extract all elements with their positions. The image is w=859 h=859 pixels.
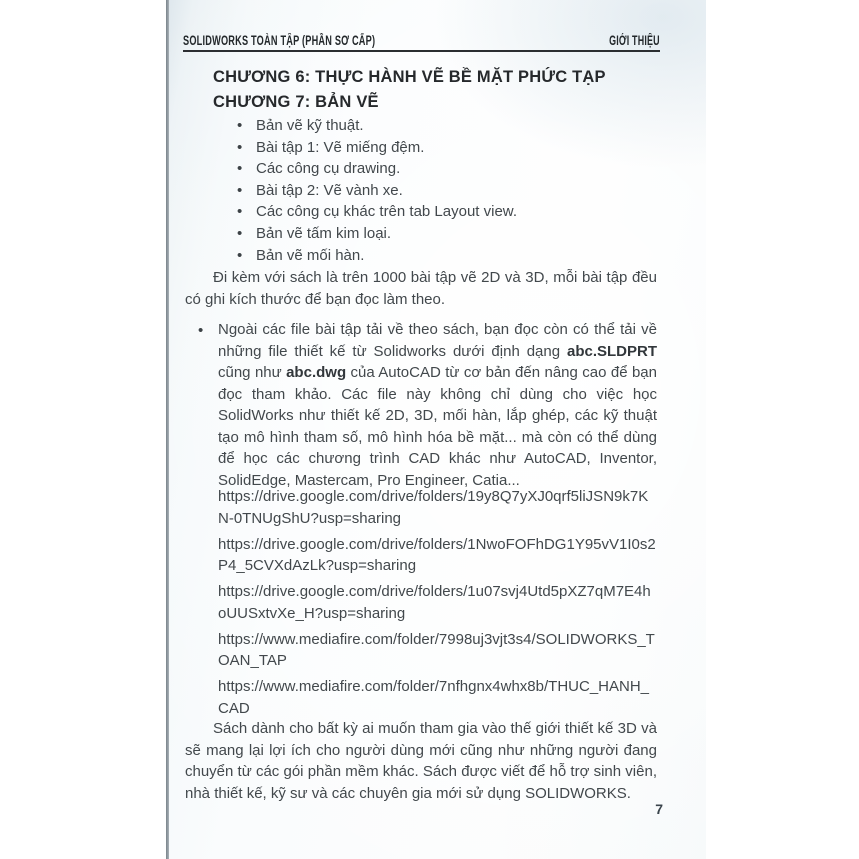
- topic-item-label: Bài tập 1: Vẽ miếng đệm.: [256, 138, 425, 156]
- topic-item-label: Các công cụ drawing.: [256, 160, 401, 178]
- page-content: [183, 0, 663, 859]
- chapter-7-heading: CHƯƠNG 7: BẢN VẼ: [213, 93, 379, 111]
- note-text-mid: cũng như: [218, 364, 287, 381]
- bullet-icon: •: [237, 160, 243, 178]
- bullet-icon: •: [237, 181, 243, 199]
- download-link-url: https://www.mediafire.com/folder/7998uj3vjt3s4/SOLIDWORKS_TOAN_TAP: [218, 630, 655, 669]
- download-link-url: https://www.mediafire.com/folder/7nfhgnx4whx8b/THUC_HANH_CAD: [218, 678, 650, 717]
- download-link-url: https://drive.google.com/drive/folders/1u07svj4Utd5pXZ7qM7E4hoUUSxtvXe_H?usp=sharing: [218, 583, 651, 622]
- topic-item-label: Bản vẽ mối hàn.: [256, 246, 365, 264]
- closing-paragraph: Sách dành cho bất kỳ ai muốn tham gia vào thế giới thiết kế 3D và sẽ mang lại lợi ích cho người dùng mới cũng như những người đang chuyển từ các gói phần mềm khác. Sách được viết để hỗ trợ sinh viên, nhà thiết kế, kỹ sư và các chuyên gia mới sử dụng SOLIDWORKS.: [185, 720, 657, 802]
- bullet-icon: •: [237, 203, 243, 221]
- download-links: [218, 486, 657, 724]
- running-header: [183, 33, 660, 48]
- bullet-icon: •: [237, 117, 243, 134]
- chapter-6-heading: CHƯƠNG 6: THỰC HÀNH VẼ BỀ MẶT PHỨC TẠP: [213, 68, 606, 86]
- chapter-headings: [213, 65, 657, 115]
- header-book-title: SOLIDWORKS TOÀN TẬP (PHẦN SƠ CẤP): [183, 33, 376, 48]
- note-text-post: của AutoCAD từ cơ bản đến nâng cao để bạn đọc tham khảo. Các file này không chỉ dùng cho việc học SolidWorks như thiết kế 2D, 3D, mối hàn, lắp ghép, các kỹ thuật tạo mô hình tham số, mô hình hóa bề mặt... mà còn có thể dùng để học các chương trình CAD khác như AutoCAD, Inventor, SolidEdge, Mastercam, Pro Engineer, Catia...: [218, 364, 657, 489]
- topic-item: [185, 137, 657, 159]
- page-left-edge: [166, 0, 169, 859]
- topic-item: [185, 180, 657, 202]
- file-format-sldprt: abc.SLDPRT: [566, 342, 657, 360]
- file-format-dwg: abc.dwg: [286, 364, 347, 381]
- download-link-url: https://drive.google.com/drive/folders/1NwoFOFhDG1Y95vV1I0s2P4_5CVXdAzLk?usp=sharing: [218, 535, 656, 574]
- topic-list: [185, 115, 657, 266]
- topic-item-label: Bản vẽ tấm kim loại.: [256, 224, 392, 242]
- topic-item: [185, 158, 657, 180]
- topic-item: [185, 245, 657, 267]
- download-note-paragraph: [198, 319, 657, 491]
- bullet-icon: •: [237, 224, 243, 242]
- scanned-book-page: [166, 0, 706, 859]
- intro-paragraph: Đi kèm với sách là trên 1000 bài tập vẽ 2D và 3D, mỗi bài tập đều có ghi kích thước để bạn đọc làm theo.: [185, 269, 657, 308]
- bullet-icon: •: [198, 322, 204, 339]
- note-text-pre: Ngoài các file bài tập tải về theo sách, bạn đọc còn có thể tải về những file thiết kế từ Solidworks dưới định dạng: [218, 321, 657, 360]
- topic-item-label: Bản vẽ kỹ thuật.: [256, 117, 364, 134]
- bullet-icon: •: [237, 246, 243, 264]
- topic-item: [185, 115, 657, 137]
- header-section-title: GIỚI THIỆU: [609, 33, 660, 48]
- page-number: 7: [655, 801, 663, 817]
- topic-item: [185, 223, 657, 245]
- topic-item-label: Bài tập 2: Vẽ vành xe.: [256, 181, 403, 199]
- topic-item-label: Các công cụ khác trên tab Layout view.: [256, 203, 517, 221]
- bullet-icon: •: [237, 138, 243, 156]
- download-link-url: https://drive.google.com/drive/folders/19y8Q7yXJ0qrf5liJSN9k7KN-0TNUgShU?usp=sharing: [218, 488, 649, 527]
- topic-item: [185, 201, 657, 223]
- header-rule: [183, 50, 660, 52]
